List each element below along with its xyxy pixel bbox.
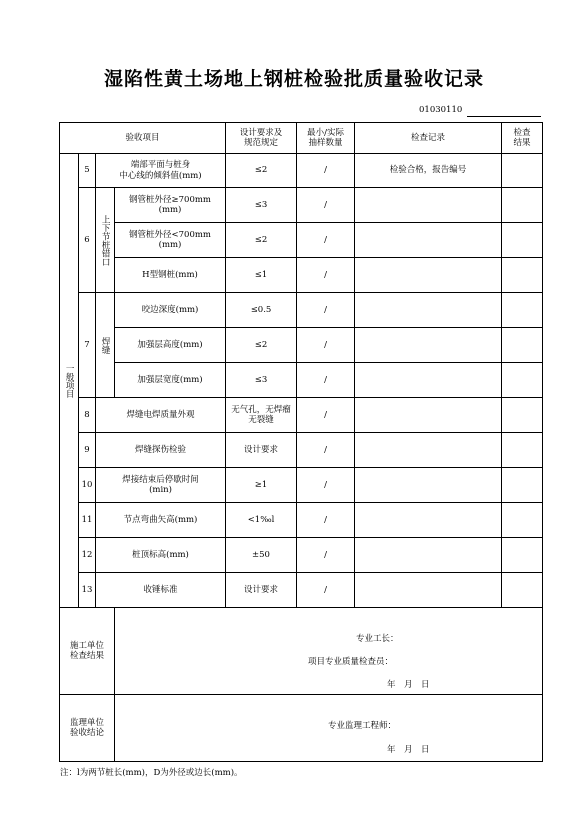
- result-cell[interactable]: [502, 538, 543, 573]
- record-cell[interactable]: [355, 363, 502, 398]
- item-name: 节点弯曲矢高(mm): [96, 503, 226, 538]
- result-cell[interactable]: [502, 363, 543, 398]
- document-code: 01030110: [419, 105, 463, 115]
- record-cell[interactable]: [355, 573, 502, 608]
- general-items-label: 一般项目: [60, 154, 79, 608]
- record-cell[interactable]: [355, 258, 502, 293]
- record-cell[interactable]: [355, 398, 502, 433]
- item-name: 焊缝探伤检验: [96, 433, 226, 468]
- header-sample: 最小/实际 抽样数量: [297, 123, 355, 154]
- item-name: 端部平面与桩身 中心线的倾斜值(mm): [96, 154, 226, 188]
- construction-check-row: [60, 608, 543, 695]
- record-cell[interactable]: [355, 503, 502, 538]
- construction-date: 年 月 日: [387, 680, 430, 690]
- item-name: 焊接结束后停歇时间 (min): [96, 468, 226, 503]
- record-cell[interactable]: 检验合格，报告编号: [355, 154, 502, 188]
- table-row: 钢管桩外径<700mm (mm) ≤2 /: [60, 223, 543, 258]
- table-row: 加强层宽度(mm) ≤3 /: [60, 363, 543, 398]
- record-cell[interactable]: [355, 188, 502, 223]
- record-cell[interactable]: [355, 293, 502, 328]
- result-cell[interactable]: [502, 188, 543, 223]
- item-name: 咬边深度(mm): [115, 293, 226, 328]
- header-result: 检查 结果: [502, 123, 543, 154]
- table-row: 11 节点弯曲矢高(mm) <1‰l /: [60, 503, 543, 538]
- result-cell[interactable]: [502, 154, 543, 188]
- record-cell[interactable]: [355, 538, 502, 573]
- group-label-6: 上下节桩错口: [96, 188, 115, 293]
- code-underline: [467, 116, 541, 117]
- inspector-label: 项目专业质量检查员：: [308, 657, 394, 667]
- item-name: 桩顶标高(mm): [96, 538, 226, 573]
- result-cell[interactable]: [502, 258, 543, 293]
- item-name: H型钢桩(mm): [115, 258, 226, 293]
- record-cell[interactable]: [355, 223, 502, 258]
- table-row: 一般项目 5 端部平面与桩身 中心线的倾斜值(mm) ≤2 / 检验合格，报告编号: [60, 154, 543, 188]
- table-row: 13 收锤标准 设计要求 /: [60, 573, 543, 608]
- table-row: 加强层高度(mm) ≤2 /: [60, 328, 543, 363]
- table-row: 10 焊接结束后停歇时间 (min) ≥1 /: [60, 468, 543, 503]
- acceptance-table: [59, 122, 543, 762]
- result-cell[interactable]: [502, 433, 543, 468]
- table-row: 12 桩顶标高(mm) ±50 /: [60, 538, 543, 573]
- result-cell[interactable]: [502, 328, 543, 363]
- record-cell[interactable]: [355, 433, 502, 468]
- record-cell[interactable]: [355, 468, 502, 503]
- result-cell[interactable]: [502, 293, 543, 328]
- item-name: 加强层宽度(mm): [115, 363, 226, 398]
- table-row: 6 上下节桩错口 钢管桩外径≥700mm (mm) ≤3 /: [60, 188, 543, 223]
- footnote: 注：l为两节桩长(mm)，D为外径或边长(mm)。: [60, 768, 243, 778]
- record-cell[interactable]: [355, 328, 502, 363]
- supervision-label: 监理单位 验收结论: [60, 695, 115, 762]
- result-cell[interactable]: [502, 468, 543, 503]
- header-record: 检查记录: [355, 123, 502, 154]
- supervision-signature-area[interactable]: [115, 695, 543, 762]
- result-cell[interactable]: [502, 398, 543, 433]
- result-cell[interactable]: [502, 573, 543, 608]
- table-row: 8 焊缝电焊质量外观 无气孔，无焊瘤 无裂缝 /: [60, 398, 543, 433]
- table-row: H型钢桩(mm) ≤1 /: [60, 258, 543, 293]
- construction-signature-area[interactable]: [115, 608, 543, 695]
- supervision-row: [60, 695, 543, 762]
- header-item: 验收项目: [60, 123, 226, 154]
- group-label-7: 焊缝: [96, 293, 115, 398]
- item-name: 焊缝电焊质量外观: [96, 398, 226, 433]
- header-design: 设计要求及 规范规定: [226, 123, 297, 154]
- item-name: 钢管桩外径<700mm (mm): [115, 223, 226, 258]
- table-row: 9 焊缝探伤检验 设计要求 /: [60, 433, 543, 468]
- table-header-row: [60, 123, 543, 154]
- item-name: 加强层高度(mm): [115, 328, 226, 363]
- result-cell[interactable]: [502, 223, 543, 258]
- construction-label: 施工单位 检查结果: [60, 608, 115, 695]
- table-row: 7 焊缝 咬边深度(mm) ≤0.5 /: [60, 293, 543, 328]
- result-cell[interactable]: [502, 503, 543, 538]
- engineer-label: 专业监理工程师：: [328, 721, 397, 731]
- item-name: 钢管桩外径≥700mm (mm): [115, 188, 226, 223]
- foreman-label: 专业工长：: [356, 634, 399, 644]
- supervision-date: 年 月 日: [387, 745, 430, 755]
- item-name: 收锤标准: [96, 573, 226, 608]
- document-title: 湿陷性黄土场地上钢桩检验批质量验收记录: [103, 68, 484, 90]
